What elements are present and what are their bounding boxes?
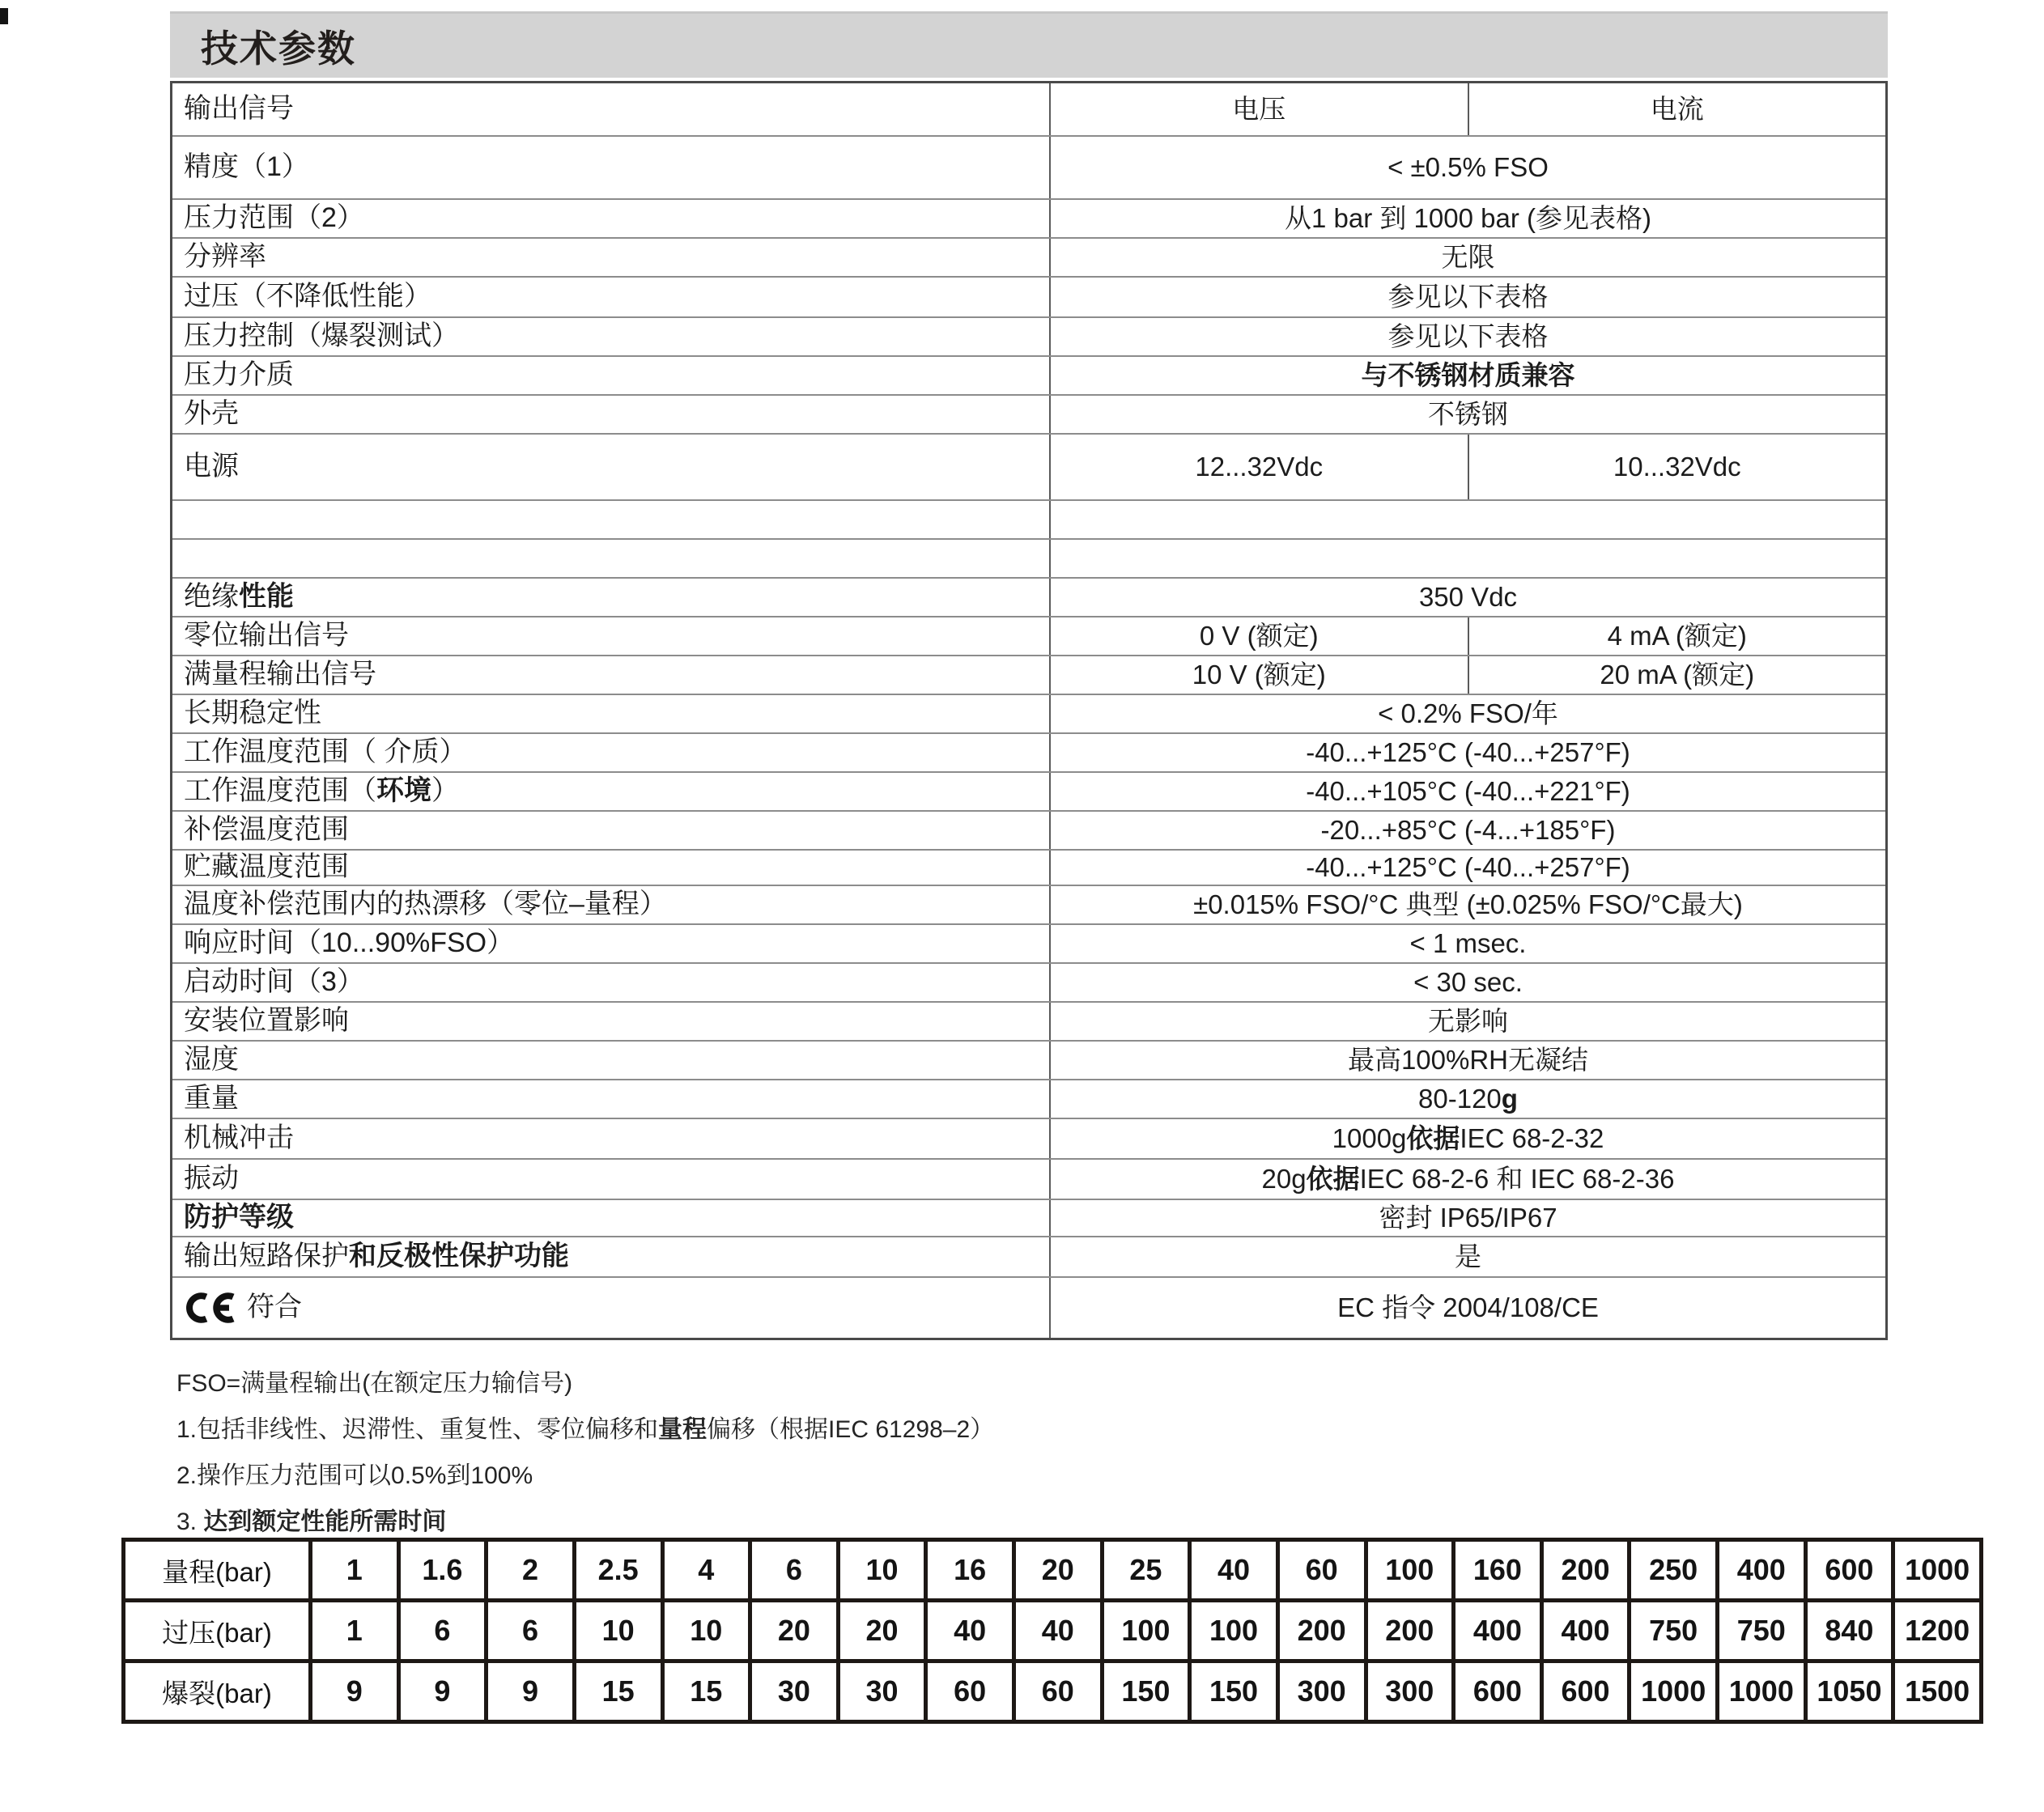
spec-label [172,773,1051,810]
spec-label [172,964,1051,1001]
spec-value-text: g [1501,1084,1518,1114]
spec-row [172,1003,1885,1042]
pressure-value-cell: 150 [1102,1661,1190,1722]
spec-row [172,656,1885,695]
spec-label-text: 电源 [184,451,239,482]
spec-value-text: 不锈钢 [1428,399,1508,430]
spec-label-text: 贮藏温度范围 [184,851,349,883]
pressure-value-cell: 6 [398,1601,487,1661]
spec-value-text: 0 V (额定) [1199,621,1319,651]
spec-values [1051,851,1885,885]
spec-value-text: IEC 68-2-32 [1460,1123,1604,1154]
spec-value-cell [1051,1003,1885,1040]
spec-values [1051,734,1885,771]
footnote [176,1508,1876,1537]
spec-value-cell [1051,435,1468,499]
spec-value-text: 与不锈钢材质兼容 [1361,360,1575,391]
spec-row [172,1200,1885,1237]
spec-value-text: 密封 IP65/IP67 [1379,1203,1557,1233]
spec-row [172,540,1885,579]
spec-label-text: 机械冲击 [184,1122,294,1154]
spec-values [1051,501,1885,538]
spec-label-text: 输出短路保护 [184,1241,349,1272]
pressure-value-cell: 200 [1541,1540,1630,1601]
spec-label-text: 启动时间（3） [184,966,364,998]
spec-label-text: 符合 [247,1292,302,1323]
spec-row [172,396,1885,435]
pressure-value-cell: 10 [574,1601,662,1661]
pressure-value-cell: 20 [838,1601,926,1661]
spec-label-text: 压力控制（爆裂测试） [184,320,459,352]
section-header [170,11,1888,78]
spec-label [172,396,1051,433]
spec-label [172,579,1051,616]
spec-values [1051,1042,1885,1079]
spec-row [172,278,1885,318]
spec-values [1051,695,1885,732]
spec-value-text: ±0.015% FSO/°C 典型 (±0.025% FSO/°C最大) [1193,889,1743,920]
pressure-value-cell: 750 [1718,1601,1806,1661]
footnote-text: 3. [176,1509,204,1535]
spec-label-text: 绝缘 [184,581,239,613]
spec-values [1051,278,1885,316]
spec-values [1051,396,1885,433]
pressure-value-cell: 840 [1805,1601,1893,1661]
spec-value-cell [1051,396,1885,433]
spec-label [172,1200,1051,1236]
spec-label-text: 零位输出信号 [184,620,349,651]
spec-values [1051,1237,1885,1276]
spec-label-text: 工作温度范围（ [184,775,376,807]
pressure-value-cell: 200 [1277,1601,1366,1661]
pressure-value-cell: 300 [1277,1661,1366,1722]
spec-label-text: 湿度 [184,1044,239,1076]
spec-value-cell [1468,435,1886,499]
spec-row [172,200,1885,239]
pressure-value-cell: 40 [926,1601,1014,1661]
pressure-value-cell: 100 [1190,1601,1278,1661]
spec-value-cell [1051,964,1885,1001]
spec-value-text: 10...32Vdc [1613,452,1741,482]
footnotes [176,1369,1876,1554]
footnote-text: 达到额定性能所需时间 [203,1509,447,1535]
pressure-value-cell: 250 [1630,1540,1718,1601]
spec-label-text: 性能 [239,581,294,613]
spec-value-cell [1051,1237,1885,1276]
ce-mark-icon [184,1291,236,1325]
spec-label [172,656,1051,694]
spec-row [172,318,1885,357]
pressure-value-cell: 25 [1102,1540,1190,1601]
footnote-text: 偏移（根据IEC 61298–2） [707,1416,995,1443]
pressure-value-cell: 2.5 [574,1540,662,1601]
spec-value-text: < 1 msec. [1409,928,1527,959]
spec-value-text: 参见以下表格 [1387,321,1549,352]
spec-label [172,501,1051,538]
spec-label [172,137,1051,198]
spec-label-text: 输出信号 [184,93,294,125]
pressure-value-cell: 1 [311,1540,399,1601]
pressure-value-cell: 60 [1014,1661,1103,1722]
spec-value-text: 电压 [1232,94,1286,125]
pressure-value-cell: 10 [838,1540,926,1601]
spec-value-cell [1051,1042,1885,1079]
spec-value-text: -40...+125°C (-40...+257°F) [1306,852,1630,883]
spec-value-cell [1051,851,1885,885]
spec-label-text: 压力范围（2） [184,202,364,234]
spec-value-cell [1051,812,1885,849]
pressure-value-cell: 400 [1454,1601,1542,1661]
spec-label [172,83,1051,135]
spec-value-text: IEC 68-2-6 和 IEC 68-2-36 [1359,1164,1675,1195]
spec-value-text: -20...+85°C (-4...+185°F) [1320,815,1616,846]
spec-label-text: 振动 [184,1163,239,1195]
pressure-value-cell: 30 [750,1661,839,1722]
spec-value-text: 无影响 [1428,1006,1508,1037]
spec-label [172,812,1051,849]
spec-value-cell [1051,734,1885,771]
spec-value-cell [1051,579,1885,616]
spec-values [1051,137,1885,198]
spec-label-text: 满量程输出信号 [184,659,376,690]
spec-row [172,812,1885,851]
spec-value-cell [1051,1278,1885,1338]
spec-row [172,579,1885,617]
spec-value-cell [1051,1119,1885,1158]
spec-label-text: 外壳 [184,398,239,430]
spec-value-text: 12...32Vdc [1195,452,1324,482]
spec-values [1051,812,1885,849]
footnote [176,1462,1876,1491]
spec-label [172,1160,1051,1199]
pressure-value-cell: 1 [311,1601,399,1661]
pressure-value-cell: 2 [487,1540,575,1601]
spec-label-text: 精度（1） [184,151,309,183]
spec-label [172,925,1051,962]
spec-values [1051,617,1885,655]
spec-label [172,1042,1051,1079]
spec-value-text: 20g [1261,1164,1307,1195]
pressure-value-cell: 1000 [1718,1661,1806,1722]
spec-label [172,318,1051,355]
spec-values [1051,1160,1885,1199]
spec-label [172,851,1051,885]
pressure-table [121,1538,1983,1724]
spec-value-text: 依据 [1406,1123,1460,1154]
spec-label [172,1080,1051,1118]
pressure-value-cell: 1050 [1805,1661,1893,1722]
spec-label [172,1237,1051,1276]
spec-values [1051,964,1885,1001]
pressure-value-cell: 150 [1190,1661,1278,1722]
spec-values [1051,656,1885,694]
footnote-text: 1.包括非线性、迟滞性、重复性、零位偏移和 [176,1416,659,1443]
spec-values [1051,1080,1885,1118]
spec-row [172,964,1885,1003]
spec-value-cell [1051,1200,1885,1236]
footnote [176,1415,1876,1445]
pressure-value-cell: 1200 [1893,1601,1982,1661]
pressure-value-cell: 40 [1014,1601,1103,1661]
pressure-value-cell: 400 [1541,1601,1630,1661]
pressure-value-cell: 1.6 [398,1540,487,1601]
page-title: 技术参数 [201,27,356,70]
spec-label-text: 过压（不降低性能） [184,281,431,312]
pressure-value-cell: 40 [1190,1540,1278,1601]
pressure-value-cell: 600 [1541,1661,1630,1722]
page-corner-mark [0,8,8,24]
spec-row [172,501,1885,540]
footnote-text: 2.操作压力范围可以0.5%到100% [176,1462,533,1489]
spec-value-cell [1051,886,1885,923]
pressure-value-cell: 1000 [1630,1661,1718,1722]
spec-value-text: < ±0.5% FSO [1387,152,1549,183]
pressure-value-cell: 6 [487,1601,575,1661]
spec-label [172,734,1051,771]
pressure-value-cell: 6 [750,1540,839,1601]
pressure-value-cell: 20 [750,1601,839,1661]
spec-label-text: 安装位置影响 [184,1005,349,1037]
pressure-value-cell: 15 [574,1661,662,1722]
pressure-value-cell: 10 [662,1601,750,1661]
spec-value-cell [1468,83,1886,135]
spec-row [172,773,1885,812]
spec-value-text: 参见以下表格 [1387,282,1549,312]
pressure-value-cell: 1000 [1893,1540,1982,1601]
spec-label-text: 重量 [184,1083,239,1114]
spec-values [1051,435,1885,499]
spec-row [172,925,1885,964]
spec-row [172,851,1885,886]
spec-label-text: 响应时间（10...90%FSO） [184,927,515,959]
spec-label [172,1119,1051,1158]
spec-row [172,617,1885,656]
spec-values [1051,925,1885,962]
pressure-value-cell: 1500 [1893,1661,1982,1722]
footnote-text: FSO=满量程输出(在额定压力输信号) [176,1370,573,1397]
spec-row [172,1080,1885,1119]
spec-values [1051,200,1885,237]
spec-value-cell [1051,200,1885,237]
spec-value-text: 1000g [1332,1123,1407,1154]
spec-value-cell [1468,656,1886,694]
pressure-value-cell: 4 [662,1540,750,1601]
spec-value-text: 无限 [1441,242,1495,273]
spec-value-cell [1051,1160,1885,1199]
spec-row [172,137,1885,200]
spec-row [172,1160,1885,1200]
spec-label-text: ） [431,775,459,807]
spec-values [1051,1278,1885,1338]
spec-label [172,278,1051,316]
pressure-value-cell: 60 [1277,1540,1366,1601]
footnote-text: 量程 [658,1416,708,1443]
footnote [176,1369,1876,1398]
spec-label-text: 环境 [376,775,431,807]
spec-value-cell [1051,617,1468,655]
spec-label-text: 防护等级 [184,1202,294,1233]
spec-label [172,357,1051,394]
spec-row [172,1119,1885,1160]
pressure-value-cell: 9 [311,1661,399,1722]
spec-values [1051,239,1885,276]
spec-value-text: 350 Vdc [1418,582,1518,613]
spec-label-text: 压力介质 [184,359,294,391]
spec-label-text: 和反极性保护功能 [349,1241,569,1272]
spec-value-text: 依据 [1306,1164,1360,1195]
spec-value-text: 从1 bar 到 1000 bar (参见表格) [1285,203,1651,234]
spec-value-text: EC 指令 2004/108/CE [1337,1292,1599,1323]
spec-label-text: 补偿温度范围 [184,814,349,846]
spec-label [172,617,1051,655]
spec-label-text: 工作温度范围（ 介质） [184,736,467,768]
spec-value-text: 电流 [1650,94,1704,125]
spec-label [172,886,1051,923]
spec-value-cell [1051,656,1468,694]
spec-table [170,81,1888,1340]
spec-value-cell [1051,278,1885,316]
spec-value-cell [1051,83,1468,135]
spec-values [1051,579,1885,616]
spec-value-cell [1051,239,1885,276]
spec-row [172,83,1885,137]
pressure-value-cell: 400 [1718,1540,1806,1601]
pressure-row-label: 爆裂(bar) [124,1661,311,1722]
spec-values [1051,886,1885,923]
pressure-value-cell: 750 [1630,1601,1718,1661]
pressure-value-cell: 16 [926,1540,1014,1601]
pressure-value-cell: 9 [487,1661,575,1722]
spec-values [1051,1003,1885,1040]
spec-value-text: -40...+125°C (-40...+257°F) [1306,737,1630,768]
spec-value-cell [1051,925,1885,962]
pressure-table-row [124,1540,1982,1601]
spec-label [172,1278,1051,1338]
pressure-value-cell: 600 [1454,1661,1542,1722]
spec-values [1051,1200,1885,1236]
pressure-value-cell: 160 [1454,1540,1542,1601]
spec-label [172,540,1051,577]
spec-label-text: 长期稳定性 [184,698,321,729]
pressure-value-cell: 30 [838,1661,926,1722]
spec-row [172,734,1885,773]
spec-value-cell [1051,137,1885,198]
spec-label [172,1003,1051,1040]
spec-value-text: 20 mA (额定) [1600,660,1755,690]
spec-label [172,200,1051,237]
spec-value-text: < 0.2% FSO/年 [1378,698,1558,729]
spec-label-text: 温度补偿范围内的热漂移（零位–量程） [184,889,667,920]
pressure-table-row [124,1661,1982,1722]
spec-row [172,695,1885,734]
spec-row [172,1278,1885,1338]
spec-label-text: 分辨率 [184,241,266,273]
pressure-value-cell: 100 [1102,1601,1190,1661]
spec-values [1051,1119,1885,1158]
spec-values [1051,83,1885,135]
spec-value-cell [1051,773,1885,810]
spec-value-cell [1051,318,1885,355]
spec-row [172,1042,1885,1080]
spec-value-text: 80-120 [1418,1084,1502,1114]
spec-value-text: 10 V (额定) [1192,660,1326,690]
pressure-row-label: 过压(bar) [124,1601,311,1661]
spec-row [172,239,1885,278]
spec-value-cell [1051,695,1885,732]
pressure-value-cell: 15 [662,1661,750,1722]
spec-value-text: 最高100%RH无凝结 [1347,1045,1589,1076]
pressure-value-cell: 9 [398,1661,487,1722]
pressure-value-cell: 200 [1366,1601,1454,1661]
spec-value-text: < 30 sec. [1413,967,1523,998]
spec-values [1051,773,1885,810]
pressure-table-row [124,1601,1982,1661]
spec-label [172,695,1051,732]
spec-value-cell [1051,357,1885,394]
pressure-value-cell: 600 [1805,1540,1893,1601]
spec-value-cell [1468,617,1886,655]
spec-label [172,435,1051,499]
pressure-value-cell: 60 [926,1661,1014,1722]
spec-values [1051,318,1885,355]
spec-value-cell [1051,1080,1885,1118]
spec-values [1051,540,1885,577]
spec-row [172,1237,1885,1278]
spec-values [1051,357,1885,394]
spec-row [172,435,1885,501]
spec-row [172,357,1885,396]
pressure-value-cell: 300 [1366,1661,1454,1722]
spec-value-text: 是 [1455,1241,1481,1272]
spec-value-text: -40...+105°C (-40...+221°F) [1306,776,1630,807]
pressure-value-cell: 20 [1014,1540,1103,1601]
spec-row [172,886,1885,925]
spec-label [172,239,1051,276]
pressure-value-cell: 100 [1366,1540,1454,1601]
spec-value-text: 4 mA (额定) [1607,621,1747,651]
pressure-row-label: 量程(bar) [124,1540,311,1601]
